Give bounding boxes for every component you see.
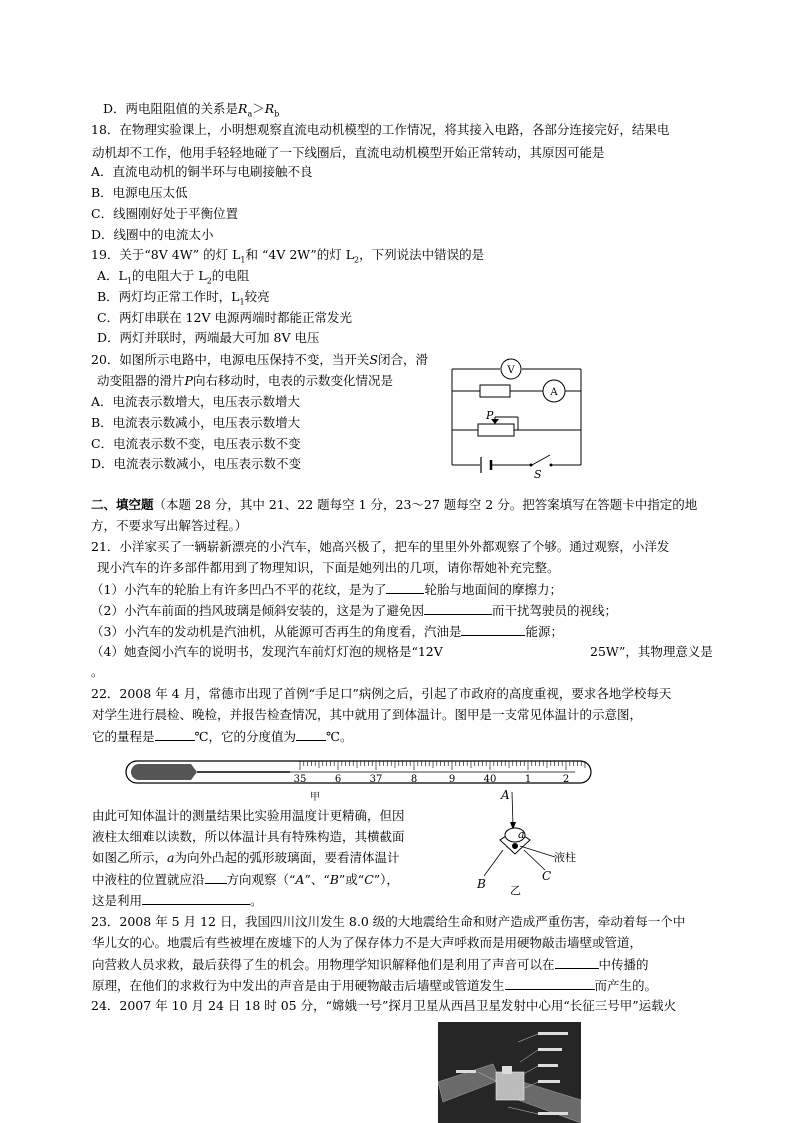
stem-text: ”、“ <box>304 872 330 887</box>
stem-text: 中液柱的位置就应沿 <box>92 872 205 887</box>
stem-text: 20．如图所示电路中，电源电压保持不变，当开关 <box>91 352 370 367</box>
q20-option-d: D．电流表示数减小，电压表示数不变 <box>91 456 302 471</box>
q23-line4 <box>92 975 657 996</box>
option-text: D．两电阻阻值的关系是 <box>103 101 239 116</box>
option-text: 的电阻大于 L <box>131 268 207 283</box>
q18-option-c: C．线圈刚好处于平衡位置 <box>91 206 239 221</box>
answer-blank[interactable] <box>386 579 424 594</box>
thermometer-bulb <box>131 764 197 780</box>
q22-stem-line3 <box>92 726 352 747</box>
resistor-symbol: R <box>238 101 248 116</box>
rheostat <box>478 424 514 436</box>
arc-a-label: a <box>518 828 525 841</box>
answer-blank[interactable] <box>461 621 525 636</box>
q22-stem-line1: 22．2008 年 4 月，常德市出现了首例“手足口”病例之后，引起了市政府的高度重视，要求各地学校每天 <box>91 686 672 701</box>
stem-text: 中传播的 <box>598 957 649 972</box>
slider-symbol: P <box>184 373 193 388</box>
stem-text: 19．关于“8V 4W” 的灯 L <box>91 247 241 262</box>
q21-part4 <box>91 642 443 662</box>
q18-option-b: B．电源电压太低 <box>91 185 188 200</box>
direction-c-label: C <box>542 869 552 883</box>
answer-blank[interactable] <box>555 954 599 969</box>
stem-text: 和 “4V 2W”的灯 L <box>245 247 355 262</box>
resistor-symbol: R <box>264 101 275 116</box>
answer-blank[interactable] <box>155 726 195 741</box>
q21-part2 <box>91 600 617 621</box>
q22-stem-line2: 对学生进行晨检、晚检，并报告检查情况，其中就用了到体温计。图甲是一支常见体温计的示意图， <box>92 707 643 722</box>
q20-option-b: B．电流表示数减小，电压表示数增大 <box>91 415 301 430</box>
scale-label: 2 <box>562 774 570 785</box>
q22-text-line1: 由此可知体温计的测量结果比实验用温度计更精确，但因 <box>92 808 405 823</box>
part-text: 而干扰驾驶员的视线； <box>491 603 617 618</box>
q20-stem-line2 <box>97 371 393 391</box>
answer-blank[interactable] <box>424 600 492 615</box>
q20-stem-line1 <box>91 350 428 370</box>
q19-option-d: D．两灯并联时，两端最大可加 8V 电压 <box>97 330 320 345</box>
q22-text-line4 <box>92 869 399 890</box>
subscript: 1 <box>239 297 245 307</box>
fixed-resistor <box>480 385 510 397</box>
q18-stem-line2: 动机却不工作，他用手轻轻地碰了一下线圈后，直流电动机模型开始正常转动，其原因可能是 <box>92 145 605 160</box>
section2-desc-line2: 方，不要求写出解答过程。） <box>91 518 248 533</box>
stem-text: 向右移动时，电表的示数变化情况是 <box>192 373 393 388</box>
part-text: （2）小汽车前面的挡风玻璃是倾斜安装的，这是为了避免因 <box>91 603 424 618</box>
scale-label: 9 <box>448 774 456 785</box>
q18-option-d: D．线圈中的电流太小 <box>91 227 214 242</box>
stem-text: 它的量程是 <box>92 729 155 744</box>
option-text: A．L <box>97 268 127 283</box>
subscript: b <box>274 109 280 119</box>
figure-yi-label: 乙 <box>510 884 521 895</box>
option-letter: C <box>364 872 374 887</box>
q22-text-line3 <box>92 848 399 868</box>
stem-text: 为向外凸起的弧形玻璃面，要看清体温计 <box>174 850 400 865</box>
subscript: 1 <box>126 276 132 286</box>
q23-line3 <box>92 954 649 975</box>
q23-line2: 华儿女的心。地震后有些被埋在废墟下的人为了保存体力不是大声呼救而是用硬物敲击墙壁或管道， <box>92 935 643 950</box>
stem-text: ，下列说法中错误的是 <box>359 247 485 262</box>
q22-text-line2: 液柱太细难以读数，所以体温计具有特殊构造，其横截面 <box>92 829 405 844</box>
option-text: 较亮 <box>244 289 270 304</box>
stem-text: ℃，它的分度值为 <box>194 729 296 744</box>
stem-text: 而产生的。 <box>594 978 658 993</box>
option-letter: B <box>329 872 339 887</box>
scale-label: 6 <box>334 774 342 785</box>
answer-blank[interactable] <box>296 726 326 741</box>
section2-header <box>91 495 697 515</box>
q20-circuit-diagram <box>440 355 600 480</box>
slider-label: P <box>486 409 494 422</box>
part-text: （4）她查阅小汽车的说明书，发现汽车前灯灯泡的规格是“12V <box>91 644 443 659</box>
relation-symbol: ＞ <box>252 101 265 116</box>
stem-text: 向营救人员求救，最后获得了生的机会。用物理学知识解释他们是利用了声音可以在 <box>92 957 555 972</box>
switch-symbol: S <box>369 352 378 367</box>
q22-text-line5 <box>92 890 263 911</box>
liquid-column <box>512 843 518 849</box>
part-text: 轮胎与地面间的摩擦力； <box>424 582 562 597</box>
q23-line1: 23．2008 年 5 月 12 日，我国四川汶川发生 8.0 级的大地震给生命和财产造成严重伤害，牵动着每一个中 <box>91 914 686 929</box>
stem-text: ℃。 <box>326 729 353 744</box>
liquid-column-label: 液柱 <box>554 851 576 864</box>
stem-text: 如图乙所示， <box>92 850 168 865</box>
q21-part1 <box>91 579 562 600</box>
q18-stem-line1: 18．在物理实验课上，小明想观察直流电动机模型的工作情况，将其接入电路，各部分连接完好，结果电 <box>91 122 670 137</box>
scale-label: 35 <box>293 774 307 785</box>
stem-text: 方向观察（“ <box>226 872 296 887</box>
part-text: （3）小汽车的发动机是汽油机，从能源可否再生的角度看，汽油是 <box>91 624 462 639</box>
answer-blank[interactable] <box>142 890 250 905</box>
q24-line1: 24．2007 年 10 月 24 日 18 时 05 分，“嫦娥一号”探月卫星从西昌卫星发射中心用“长征三号甲”运载火 <box>91 998 677 1013</box>
scale-label: 8 <box>410 774 418 785</box>
scale-label: 40 <box>483 774 497 785</box>
voltmeter-label: V <box>507 365 515 376</box>
part-text: （1）小汽车的轮胎上有许多凹凸不平的花纹，是为了 <box>91 582 387 597</box>
answer-blank[interactable] <box>205 869 227 884</box>
direction-b-label: B <box>477 877 486 891</box>
stem-text: 原理，在他们的求救行为中发出的声音是由于用硬物敲击后墙壁或管道发生 <box>92 978 505 993</box>
subscript: 1 <box>240 255 246 265</box>
ammeter-label: A <box>550 387 558 398</box>
q19-option-c: C．两灯串联在 12V 电源两端时都能正常发光 <box>97 310 352 325</box>
q21-part4-cont: 25W”，其物理意义是 <box>590 644 713 659</box>
scale-label: 37 <box>369 774 383 785</box>
option-text: B．两灯均正常工作时，L <box>97 289 240 304</box>
stem-text: ”或“ <box>338 872 365 887</box>
subscript: 2 <box>354 255 360 265</box>
switch-label: S <box>534 468 542 480</box>
section-desc: （本题 28 分，其中 21、22 题每空 1 分，23～27 题每空 2 分。把答案填写在答题卡中指定的地 <box>153 497 698 512</box>
scale-label: 1 <box>524 774 532 785</box>
q20-option-a: A．电流表示数增大，电压表示数增大 <box>91 394 301 409</box>
answer-blank[interactable] <box>505 975 595 990</box>
stem-text: 闭合，滑 <box>378 352 429 367</box>
thermometer-cross-section <box>470 780 590 895</box>
subscript: 2 <box>206 276 212 286</box>
q21-stem-line2: 现小汽车的许多部件都用到了物理知识，下面是她列出的几项，请你帮她补充完整。 <box>97 560 560 575</box>
stem-text: 。 <box>250 893 263 908</box>
part-text: 能源； <box>525 624 563 639</box>
subscript: a <box>247 109 253 119</box>
option-text: 的电阻 <box>211 268 250 283</box>
stem-text: 动变阻器的滑片 <box>97 373 185 388</box>
symbol-a: a <box>167 850 175 865</box>
q21-part3 <box>91 621 563 642</box>
direction-a-label: A <box>501 788 510 802</box>
q21-part4-end: 。 <box>91 664 104 679</box>
satellite-photo <box>438 1022 581 1123</box>
q21-stem-line1: 21．小洋家买了一辆崭新漂亮的小汽车，她高兴极了，把车的里里外外都观察了个够。通过观察，小洋发 <box>91 539 670 554</box>
stem-text: ”）， <box>373 872 399 887</box>
section-title: 二、填空题 <box>91 497 154 512</box>
q20-option-c: C．电流表示数不变，电压表示数不变 <box>91 436 301 451</box>
figure-jia-label: 甲 <box>310 792 320 802</box>
stem-text: 这是利用 <box>92 893 143 908</box>
q18-option-a: A．直流电动机的铜半环与电刷接触不良 <box>91 164 313 179</box>
option-letter: A <box>295 872 305 887</box>
